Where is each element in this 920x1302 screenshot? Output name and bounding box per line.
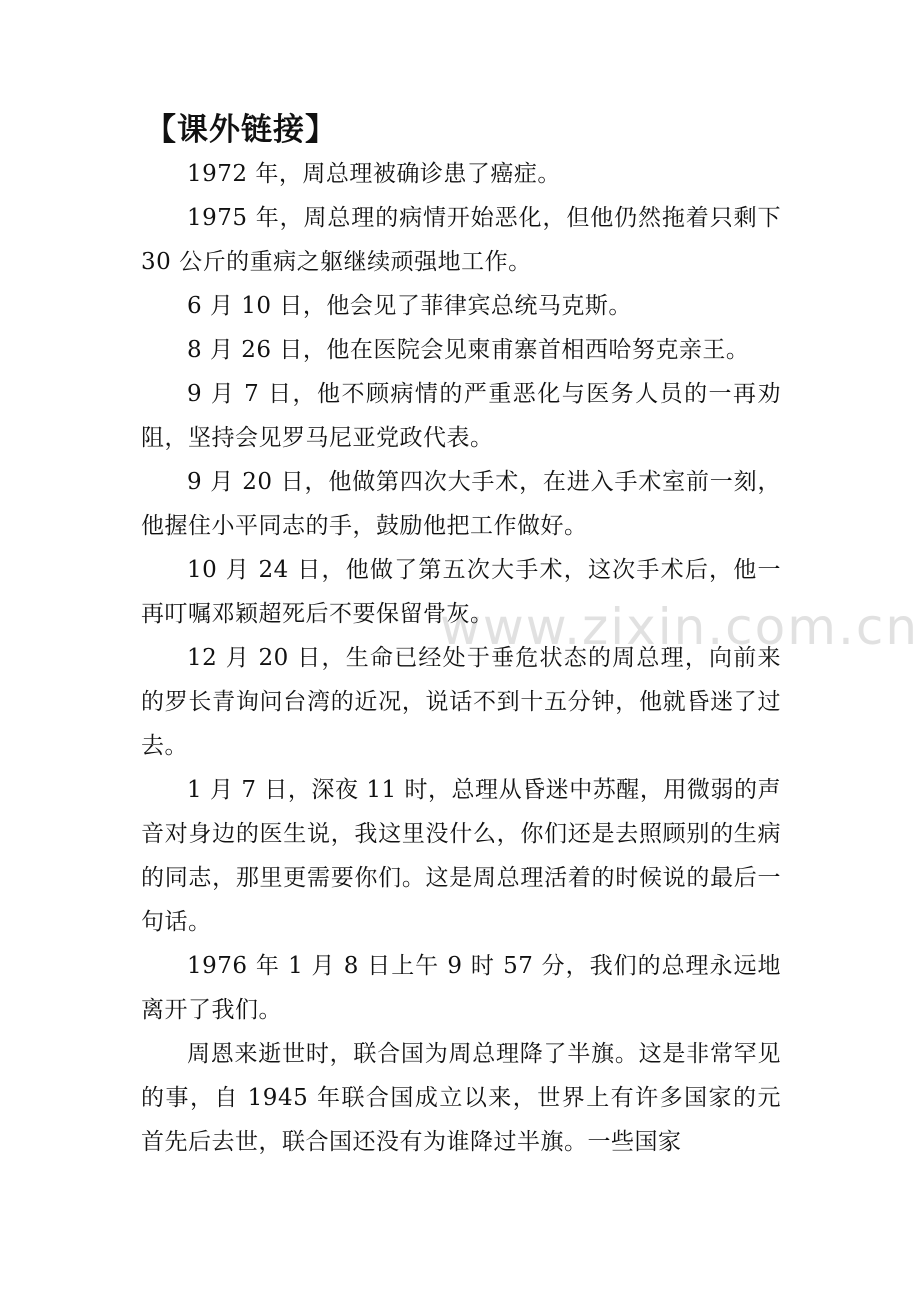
- paragraph: 9 月 20 日，他做第四次大手术，在进入手术室前一刻，他握住小平同志的手，鼓励他把工作做好。: [141, 469, 781, 539]
- document-page: [141, 108, 781, 1164]
- paragraph: 1 月 7 日，深夜 11 时，总理从昏迷中苏醒，用微弱的声音对身边的医生说，我这里没什么，你们还是去照顾别的生病的同志，那里更需要你们。这是周总理活着的时候说的最后一句话。: [141, 777, 781, 935]
- paragraph: 1975 年，周总理的病情开始恶化，但他仍然拖着只剩下 30 公斤的重病之躯继续顽强地工作。: [141, 205, 781, 275]
- paragraph: 12 月 20 日，生命已经处于垂危状态的周总理，向前来的罗长青询问台湾的近况，说话不到十五分钟，他就昏迷了过去。: [141, 645, 781, 759]
- paragraph: 9 月 7 日，他不顾病情的严重恶化与医务人员的一再劝阻，坚持会见罗马尼亚党政代表。: [141, 381, 781, 451]
- paragraph: 6 月 10 日，他会见了菲律宾总统马克斯。: [187, 293, 632, 319]
- watermark: www.zixin.com.cn: [440, 598, 920, 656]
- paragraph: 8 月 26 日，他在医院会见柬甫寨首相西哈努克亲王。: [187, 337, 750, 363]
- section-title: 【课外链接】: [145, 112, 337, 148]
- paragraph: 10 月 24 日，他做了第五次大手术，这次手术后，他一再叮嘱邓颖超死后不要保留骨灰。: [141, 557, 781, 627]
- paragraph: 1976 年 1 月 8 日上午 9 时 57 分，我们的总理永远地离开了我们。: [141, 953, 781, 1023]
- paragraph: 周恩来逝世时，联合国为周总理降了半旗。这是非常罕见的事，自 1945 年联合国成立以来，世界上有许多国家的元首先后去世，联合国还没有为谁降过半旗。一些国家: [141, 1041, 781, 1155]
- paragraph: 1972 年，周总理被确诊患了癌症。: [187, 161, 561, 187]
